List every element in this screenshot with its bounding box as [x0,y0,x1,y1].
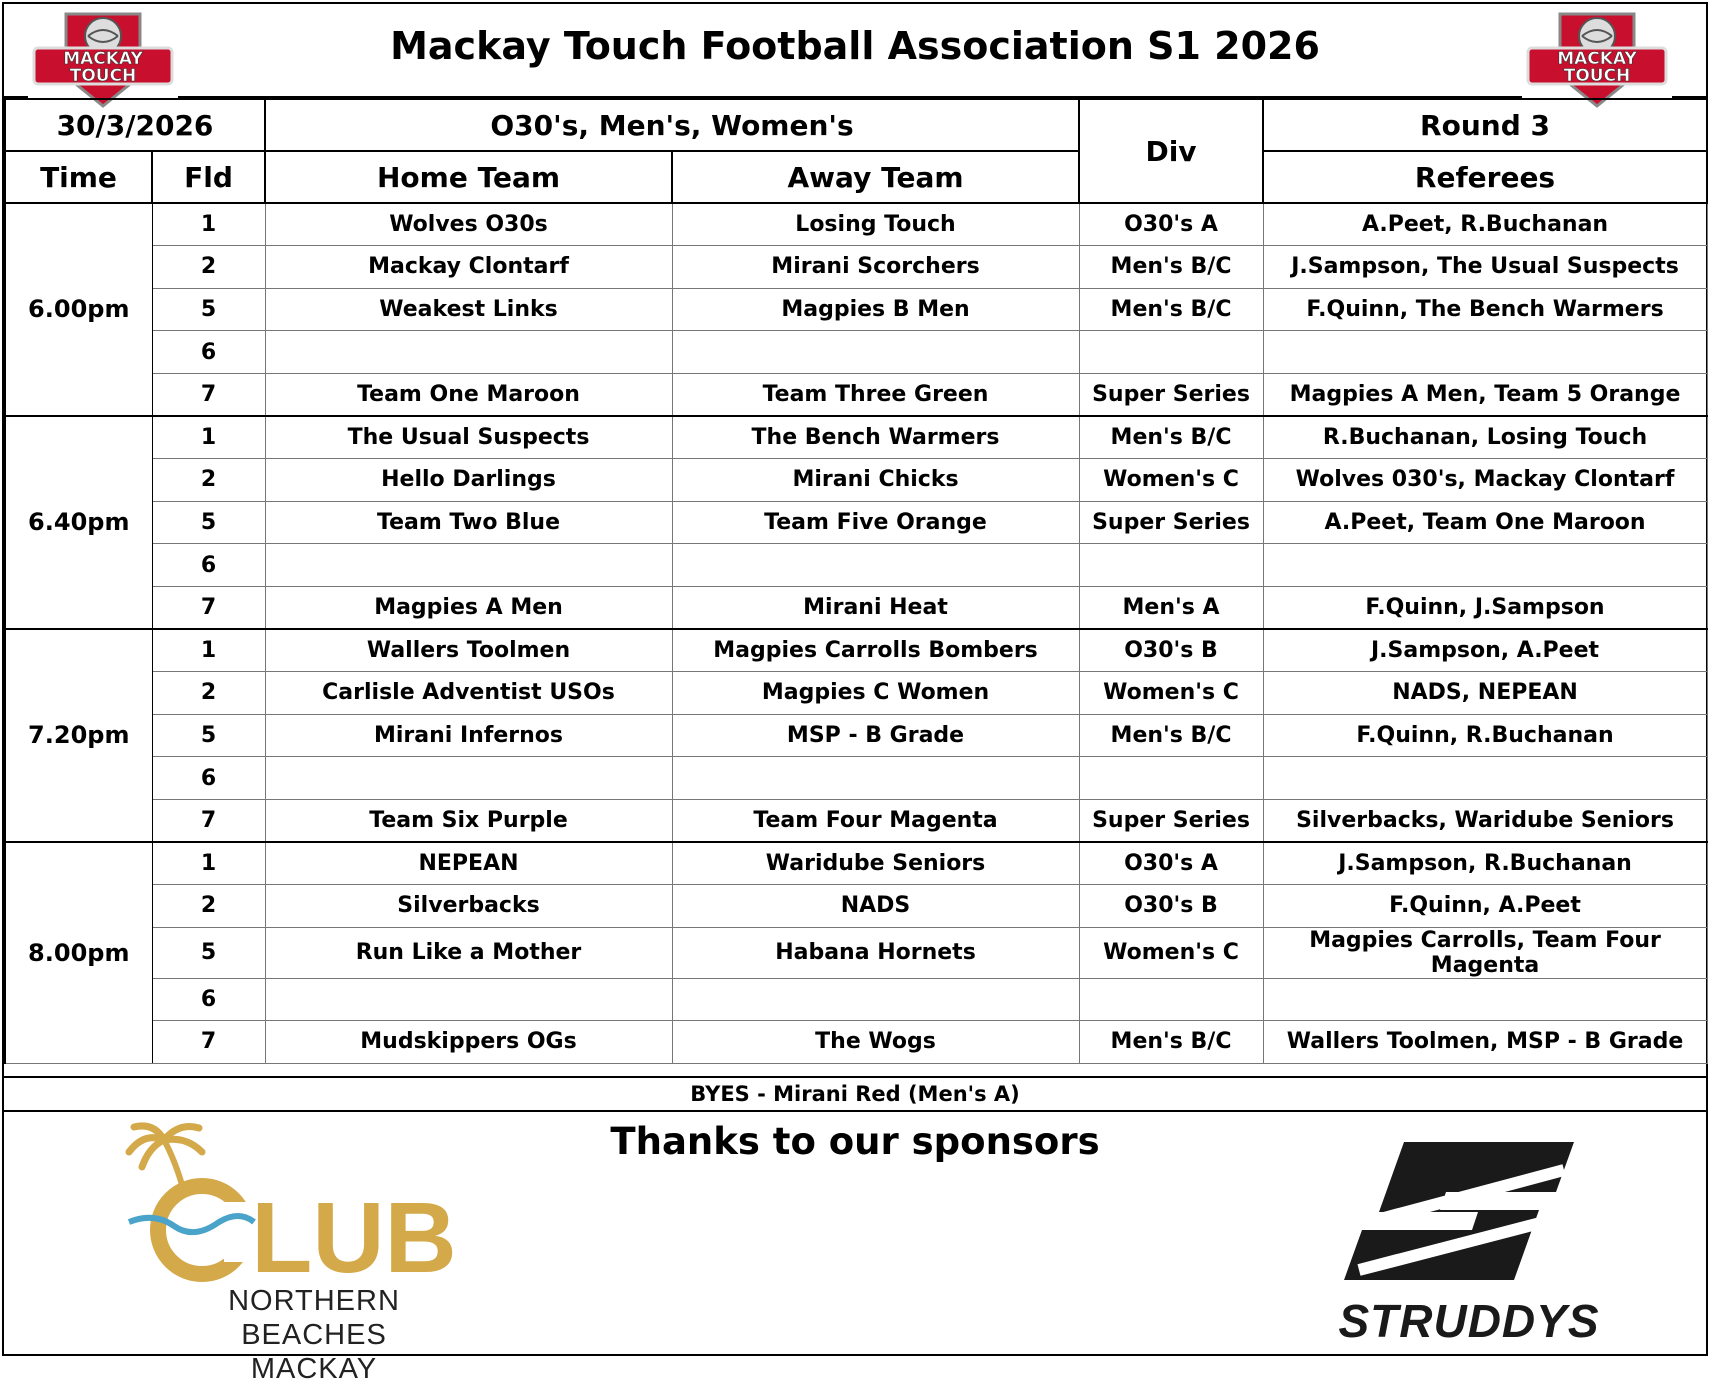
byes-note: BYES - Mirani Red (Men's A) [4,1076,1706,1112]
away-team-cell [672,544,1079,587]
referees-cell [1263,331,1707,374]
away-team-cell: Mirani Heat [672,586,1079,629]
field-cell: 1 [152,416,265,459]
field-cell: 5 [152,714,265,757]
away-team-cell: The Bench Warmers [672,416,1079,459]
home-team-cell: Mackay Clontarf [265,246,672,289]
table-row [5,978,1707,1021]
struddys-name: STRUDDYS [1338,1295,1600,1347]
table-row [5,842,1707,885]
field-cell: 5 [152,288,265,331]
home-team-cell: Wolves O30s [265,203,672,246]
referees-cell: Wolves 030's, Mackay Clontarf [1263,459,1707,502]
away-team-cell: Losing Touch [672,203,1079,246]
referees-cell: Magpies Carrolls, Team Four Magenta [1263,927,1707,978]
division-cell [1079,757,1263,800]
table-row [5,885,1707,928]
referees-cell: Silverbacks, Waridube Seniors [1263,799,1707,842]
table-row [5,373,1707,416]
field-cell: 7 [152,586,265,629]
referees-cell: A.Peet, Team One Maroon [1263,501,1707,544]
away-team-cell: MSP - B Grade [672,714,1079,757]
division-cell [1079,978,1263,1021]
away-team-cell: Team Four Magenta [672,799,1079,842]
col-header-referees: Referees [1263,151,1707,203]
field-cell: 6 [152,544,265,587]
col-header-away: Away Team [672,151,1079,203]
division-cell: Men's B/C [1079,1021,1263,1064]
referees-cell: Wallers Toolmen, MSP - B Grade [1263,1021,1707,1064]
field-cell: 6 [152,331,265,374]
referees-cell: J.Sampson, The Usual Suspects [1263,246,1707,289]
referees-cell: F.Quinn, J.Sampson [1263,586,1707,629]
table-row [5,416,1707,459]
home-team-cell: Mudskippers OGs [265,1021,672,1064]
away-team-cell: Magpies Carrolls Bombers [672,629,1079,672]
field-cell: 7 [152,1021,265,1064]
home-team-cell [265,544,672,587]
svg-text:TOUCH: TOUCH [1563,66,1631,86]
time-slot: 8.00pm [5,842,152,1063]
referees-cell [1263,757,1707,800]
field-cell: 7 [152,373,265,416]
club-name-line2: MACKAY [250,1353,378,1385]
table-row [5,714,1707,757]
home-team-cell: Run Like a Mother [265,927,672,978]
away-team-cell: Magpies C Women [672,672,1079,715]
away-team-cell: Team Three Green [672,373,1079,416]
division-cell: Men's B/C [1079,246,1263,289]
referees-cell: R.Buchanan, Losing Touch [1263,416,1707,459]
table-row [5,586,1707,629]
away-team-cell [672,331,1079,374]
referees-cell: F.Quinn, The Bench Warmers [1263,288,1707,331]
referees-cell: Magpies A Men, Team 5 Orange [1263,373,1707,416]
table-row [5,927,1707,978]
field-cell: 2 [152,672,265,715]
col-header-time: Time [5,151,152,203]
time-slot: 6.40pm [5,416,152,629]
home-team-cell: The Usual Suspects [265,416,672,459]
division-cell: Super Series [1079,373,1263,416]
referees-cell: J.Sampson, A.Peet [1263,629,1707,672]
referees-cell: F.Quinn, R.Buchanan [1263,714,1707,757]
referees-cell: NADS, NEPEAN [1263,672,1707,715]
fixture-sheet [2,2,1708,1385]
home-team-cell [265,978,672,1021]
away-team-cell: Habana Hornets [672,927,1079,978]
table-row [5,203,1707,246]
home-team-cell: NEPEAN [265,842,672,885]
division-cell: Super Series [1079,501,1263,544]
home-team-cell: Silverbacks [265,885,672,928]
table-row [5,288,1707,331]
away-team-cell [672,978,1079,1021]
home-team-cell: Team Two Blue [265,501,672,544]
fixture-date: 30/3/2026 [5,99,265,151]
away-team-cell: Mirani Scorchers [672,246,1079,289]
division-cell: Women's C [1079,672,1263,715]
division-cell: O30's A [1079,842,1263,885]
away-team-cell: Waridube Seniors [672,842,1079,885]
field-cell: 1 [152,629,265,672]
home-team-cell: Wallers Toolmen [265,629,672,672]
competitions-label: O30's, Men's, Women's [265,99,1079,151]
page-title: Mackay Touch Football Association S1 2026 [390,24,1320,68]
division-cell: Men's B/C [1079,288,1263,331]
table-row [5,672,1707,715]
home-team-cell: Hello Darlings [265,459,672,502]
svg-text:MACKAY: MACKAY [63,49,143,69]
svg-text:MACKAY: MACKAY [1557,49,1637,69]
division-cell: O30's B [1079,629,1263,672]
round-label: Round 3 [1263,99,1707,151]
away-team-cell: The Wogs [672,1021,1079,1064]
table-row [5,501,1707,544]
division-cell: Men's B/C [1079,714,1263,757]
table-row [5,544,1707,587]
referees-cell [1263,544,1707,587]
division-cell: O30's A [1079,203,1263,246]
division-cell [1079,544,1263,587]
division-cell: Women's C [1079,459,1263,502]
referees-cell: A.Peet, R.Buchanan [1263,203,1707,246]
division-cell: Men's A [1079,586,1263,629]
home-team-cell: Carlisle Adventist USOs [265,672,672,715]
division-cell: O30's B [1079,885,1263,928]
division-cell: Women's C [1079,927,1263,978]
field-cell: 7 [152,799,265,842]
away-team-cell: Magpies B Men [672,288,1079,331]
home-team-cell: Weakest Links [265,288,672,331]
svg-text:TOUCH: TOUCH [69,66,137,86]
col-header-home: Home Team [265,151,672,203]
field-cell: 6 [152,757,265,800]
field-cell: 6 [152,978,265,1021]
field-cell: 1 [152,842,265,885]
home-team-cell: Team Six Purple [265,799,672,842]
club-name [164,1284,464,1386]
svg-text:LUB: LUB [251,1182,457,1294]
home-team-cell: Team One Maroon [265,373,672,416]
away-team-cell [672,757,1079,800]
sponsors-heading: Thanks to our sponsors [610,1120,1100,1163]
home-team-cell: Magpies A Men [265,586,672,629]
table-row [5,246,1707,289]
referees-cell [1263,978,1707,1021]
fixture-body [5,203,1707,1063]
club-name-line1: NORTHERN BEACHES [228,1285,400,1351]
division-cell [1079,331,1263,374]
referees-cell: F.Quinn, A.Peet [1263,885,1707,928]
column-header-row [5,151,1707,203]
time-slot: 6.00pm [5,203,152,416]
field-cell: 2 [152,885,265,928]
table-row [5,757,1707,800]
info-header-row [5,99,1707,151]
away-team-cell: Mirani Chicks [672,459,1079,502]
fixture-table [4,98,1708,1064]
mackay-touch-logo-right [1522,6,1672,110]
home-team-cell [265,331,672,374]
col-header-div: Div [1079,99,1263,203]
referees-cell: J.Sampson, R.Buchanan [1263,842,1707,885]
col-header-field: Fld [152,151,265,203]
table-row [5,629,1707,672]
division-cell: Super Series [1079,799,1263,842]
field-cell: 5 [152,927,265,978]
table-row [5,459,1707,502]
field-cell: 1 [152,203,265,246]
field-cell: 5 [152,501,265,544]
mackay-touch-logo-left [28,6,178,110]
away-team-cell: Team Five Orange [672,501,1079,544]
home-team-cell: Mirani Infernos [265,714,672,757]
home-team-cell [265,757,672,800]
title-row [4,4,1706,98]
away-team-cell: NADS [672,885,1079,928]
field-cell: 2 [152,459,265,502]
table-row [5,1021,1707,1064]
division-cell: Men's B/C [1079,416,1263,459]
table-row [5,331,1707,374]
time-slot: 7.20pm [5,629,152,842]
field-cell: 2 [152,246,265,289]
table-row [5,799,1707,842]
